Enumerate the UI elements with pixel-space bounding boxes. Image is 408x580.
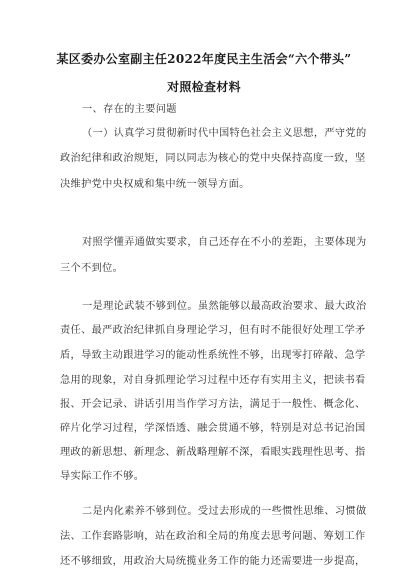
paragraph-3-line-5: 报、开会记录、讲话引用当作学习方法，满足于一般性、概念化、 [60, 399, 366, 410]
paragraph-3-line-2: 责任、最严政治纪律抓自身理论学习，但有时不能很好处理工学矛 [60, 325, 366, 336]
paragraph-1-line-2: 政治纪律和政治规矩，同以同志为核心的党中央保持高度一致，坚 [60, 153, 366, 164]
section-heading: 一、存在的主要问题 [82, 104, 177, 115]
paragraph-4-line-3: 还不够细致，用政治大局统揽业务工作的能力还需要进一步提高， [60, 556, 366, 567]
paragraph-3-line-8: 导实际工作不够。 [60, 471, 145, 482]
paragraph-3-line-1: 一是理论武装不够到位。虽然能够以最高政治要求、最大政治 [82, 301, 367, 312]
paragraph-2-line-2: 三个不到位。 [60, 263, 124, 274]
paragraph-4-line-2: 法、工作套路影响，站在政治和全局的角度去思考问题、筹划工作 [60, 531, 366, 542]
paragraph-4-line-1: 二是内化素养不够到位。受过去形成的一些惯性思维、习惯做 [82, 506, 367, 517]
document-subtitle: 对照检查材料 [167, 80, 241, 94]
document-title: 某区委办公室副主任2022年度民主生活会“六个带头” [56, 52, 352, 66]
paragraph-1-line-3: 决维护党中央权威和集中统一领导方面。 [60, 179, 250, 190]
paragraph-2-line-1: 对照学懂弄通做实要求，自己还存在不小的差距，主要体现为 [82, 237, 367, 248]
paragraph-3-line-6: 碎片化学习过程，学深悟透、融会贯通不够，特别是对总书记治国 [60, 423, 366, 434]
paragraph-3-line-3: 盾，导致主动跟进学习的能动性系统性不够，出现零打碎敲、急学 [60, 350, 366, 361]
paragraph-3-line-7: 理政的新思想、新理念、新战略理解不深，看眼实践理性思考、指 [60, 447, 366, 458]
paragraph-1-line-1: （一）认真学习贯彻新时代中国特色社会主义思想，严守党的 [82, 128, 367, 139]
paragraph-3-line-4: 急用的现象，对自身抓理论学习过程中还存有实用主义，把读书看 [60, 375, 366, 386]
